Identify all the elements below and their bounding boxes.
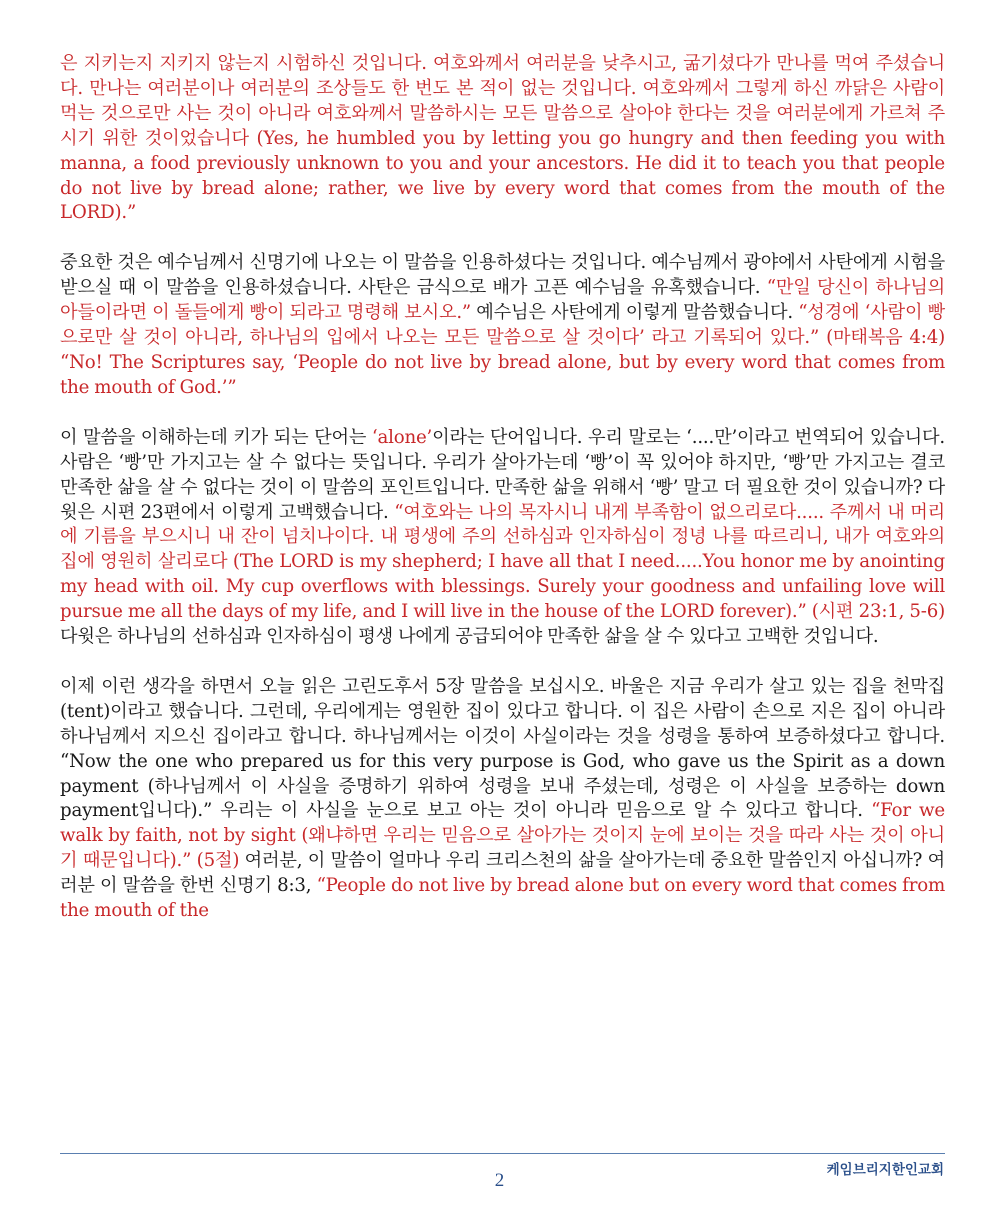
scripture-quote: “For we walk by faith, not by sight (왜냐하면 우리는 믿음으로 살아가는 것이지 눈에 보이는 것을 따라 사는 것이 아니기 때문입니다).” (5절) <box>60 800 945 872</box>
paragraph <box>60 675 945 924</box>
scripture-quote: “People do not live by bread alone but on every word that comes from the mouth of the <box>60 875 945 922</box>
scripture-quote: “성경에 ‘사람이 빵으로만 살 것이 아니라, 하나님의 입에서 나오는 모든 말씀으로 살 것이다’ 라고 기록되어 있다.” (마태복음 4:4) “No! The Scriptures say, ‘People do not live by bread alone, but by every word that comes from the mouth of God.’” <box>60 302 945 398</box>
scripture-quote: “여호와는 나의 목자시니 내게 부족함이 없으리로다..... 주께서 내 머리에 기름을 부으시니 내 잔이 넘치나이다. 내 평생에 주의 선하심과 인자하심이 정녕 나를 따르리니, 내가 여호와의 집에 영원히 살리로다 (The LORD is my shepherd; I have all that I need.....You honor me by anointing my head with oil. My cup overflows with blessings. Surely your goodness and unfailing love will pursue me all the days of my life, and I will live in the house of the LORD forever).” (시편 23:1, 5-6) <box>60 501 946 623</box>
body-text: 여러분, 이 말씀이 얼마나 우리 크리스천의 삶을 살아가는데 중요한 말씀인지 아십니까? 여러분 이 말씀을 한번 신명기 8:3, <box>60 850 945 897</box>
scripture-quote: “만일 당신이 하나님의 아들이라면 이 돌들에게 빵이 되라고 명령해 보시오.” <box>60 277 945 324</box>
page-body <box>60 52 945 949</box>
body-text: 다윗은 하나님의 선하심과 인자하심이 평생 나에게 공급되어야 만족한 삶을 살 수 있다고 고백한 것입니다. <box>60 626 879 648</box>
body-text: 이제 이런 생각을 하면서 오늘 읽은 고린도후서 5장 말씀을 보십시오. 바울은 지금 우리가 살고 있는 집을 천막집 (tent)이라고 했습니다. 그런데, 우리에게는 영원한 집이 있다고 합니다. 이 집은 사람이 손으로 지은 집이 아니라 하나님께서 지으신 집이라고 합니다. 하나님께서는 이것이 사실이라는 것을 성령을 통하여 보증하셨다고 합니다. “Now the one who prepared us for this very purpose is God, who gave us the Spirit as a down payment (하나님께서 이 사실을 증명하기 위하여 성령을 보내 주셨는데, 성령은 이 사실을 보증하는 down payment입니다).” 우리는 이 사실을 눈으로 보고 아는 것이 아니라 믿음으로 알 수 있다고 합니다. <box>60 675 945 822</box>
body-text: 예수님은 사탄에게 이렇게 말씀했습니다. <box>471 302 799 324</box>
scripture-quote: 은 지키는지 지키지 않는지 시험하신 것입니다. 여호와께서 여러분을 낮추시고, 굶기셨다가 만나를 먹여 주셨습니다. 만나는 여러분이나 여러분의 조상들도 한 번도 본 적이 없는 것입니다. 여호와께서 그렇게 하신 까닭은 사람이 먹는 것으로만 사는 것이 아니라 여호와께서 말씀하시는 모든 말씀으로 살아야 한다는 것을 여러분에게 가르쳐 주시기 위한 것이었습니다 (Yes, he humbled you by letting you go hungry and then feeding you with manna, a food previously unknown to you and your ancestors. He did it to teach you that people do not live by bread alone; rather, we live by every word that comes from the mouth of the LORD).” <box>60 53 945 224</box>
paragraph <box>60 251 945 400</box>
paragraph <box>60 52 945 226</box>
footer-divider <box>60 1153 945 1154</box>
page-number: 2 <box>494 1170 505 1191</box>
church-name: 케임브리지한인교회 <box>826 1162 944 1178</box>
body-text: 이 말씀을 이해하는데 키가 되는 단어는 <box>60 426 372 448</box>
paragraph <box>60 426 945 650</box>
scripture-quote: ‘alone’ <box>371 426 433 448</box>
body-text: 이라는 단어입니다. 우리 말로는 ‘....만’이라고 번역되어 있습니다. 사람은 ‘빵’만 가지고는 살 수 없다는 뜻입니다. 우리가 살아가는데 ‘빵’이 꼭 있어야 하지만, ‘빵’만 가지고는 결코 만족한 삶을 살 수 없다는 것이 이 말씀의 포인트입니다. 만족한 삶을 위해서 ‘빵’ 말고 더 필요한 것이 있습니까? 다윗은 시편 23편에서 이렇게 고백했습니다. <box>60 426 945 523</box>
body-text: 중요한 것은 예수님께서 신명기에 나오는 이 말씀을 인용하셨다는 것입니다. 예수님께서 광야에서 사탄에게 시험을 받으실 때 이 말씀을 인용하셨습니다. 사탄은 금식으로 배가 고픈 예수님을 유혹했습니다. <box>60 252 945 299</box>
